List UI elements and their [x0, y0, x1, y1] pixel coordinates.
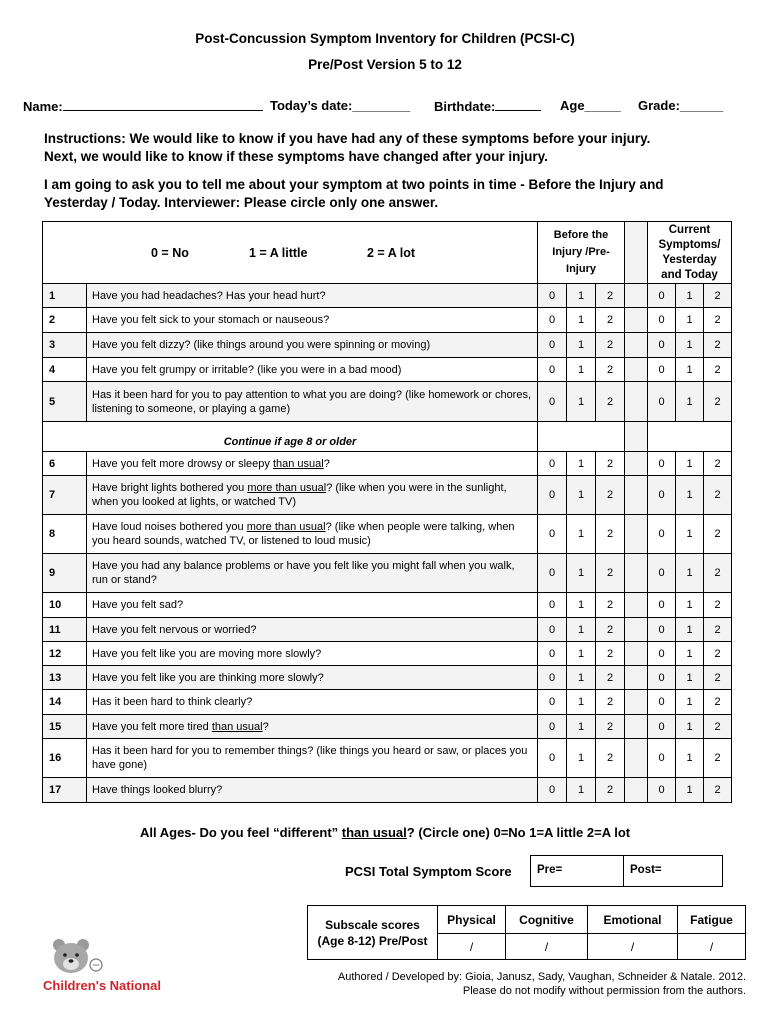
symptom-row [43, 778, 732, 803]
symptom-question: Has it been hard to think clearly? [87, 690, 538, 715]
before-score-1[interactable]: 1 [567, 642, 596, 666]
birthdate-blank[interactable] [495, 98, 541, 111]
name-field[interactable] [23, 98, 263, 114]
before-score-2[interactable]: 2 [596, 666, 625, 690]
total-score-label: PCSI Total Symptom Score [345, 864, 512, 879]
current-score-1[interactable]: 1 [676, 452, 704, 476]
continue-label: Continue if age 8 or older [43, 422, 538, 452]
symptom-question: Have you felt sad? [87, 593, 538, 618]
before-score-0[interactable]: 0 [538, 778, 567, 803]
item-number: 10 [43, 593, 87, 618]
before-score-2[interactable]: 2 [596, 715, 625, 739]
subscale-table [307, 905, 746, 960]
current-score-2[interactable]: 2 [704, 739, 732, 778]
current-score-0[interactable]: 0 [648, 739, 676, 778]
subscale-emotional: Emotional [588, 906, 678, 934]
item-number: 1 [43, 284, 87, 308]
age-field[interactable]: Age_____ [560, 98, 621, 113]
symptom-row [43, 554, 732, 593]
date-field[interactable]: Today’s date:________ [270, 98, 411, 113]
grade-field[interactable]: Grade:______ [638, 98, 724, 113]
symptom-question: Have you felt like you are moving more slowly? [87, 642, 538, 666]
symptom-question: Have you had any balance problems or have you felt like you might fall when you walk, run or stand? [87, 554, 538, 593]
column-gap [625, 618, 648, 642]
before-score-2[interactable]: 2 [596, 382, 625, 422]
subscale-cognitive: Cognitive [506, 906, 588, 934]
symptom-row [43, 452, 732, 476]
name-blank[interactable] [63, 98, 263, 111]
current-score-2[interactable]: 2 [704, 642, 732, 666]
symptom-row [43, 642, 732, 666]
before-score-1[interactable]: 1 [567, 715, 596, 739]
current-score-1[interactable]: 1 [676, 308, 704, 333]
before-score-2[interactable]: 2 [596, 333, 625, 358]
before-score-1[interactable]: 1 [567, 593, 596, 618]
current-score-2[interactable]: 2 [704, 666, 732, 690]
before-score-2[interactable]: 2 [596, 452, 625, 476]
before-score-2[interactable]: 2 [596, 739, 625, 778]
item-number: 15 [43, 715, 87, 739]
symptom-row [43, 690, 732, 715]
item-number: 14 [43, 690, 87, 715]
column-gap [625, 593, 648, 618]
symptom-row [43, 284, 732, 308]
item-number: 17 [43, 778, 87, 803]
instruction-line-1: Instructions: We would like to know if you have had any of these symptoms before your injury. [44, 131, 651, 146]
symptom-question: Have you felt grumpy or irritable? (like you were in a bad mood) [87, 358, 538, 382]
current-score-1[interactable]: 1 [676, 284, 704, 308]
continue-current-blank [648, 422, 732, 452]
symptom-question: Has it been hard for you to remember things? (like things you heard or saw, or places you have gone) [87, 739, 538, 778]
authorship-note: Authored / Developed by: Gioia, Janusz, Sady, Vaughan, Schneider & Natale. 2012. Please do not modify without permission from the authors. [337, 971, 746, 997]
before-score-2[interactable]: 2 [596, 690, 625, 715]
current-score-2[interactable]: 2 [704, 593, 732, 618]
column-gap [625, 308, 648, 333]
column-gap [625, 515, 648, 554]
bear-icon [40, 938, 180, 998]
before-score-0[interactable]: 0 [538, 476, 567, 515]
before-score-2[interactable]: 2 [596, 778, 625, 803]
current-score-0[interactable]: 0 [648, 554, 676, 593]
before-score-2[interactable]: 2 [596, 554, 625, 593]
before-score-1[interactable]: 1 [567, 666, 596, 690]
symptom-row [43, 308, 732, 333]
before-score-1[interactable]: 1 [567, 554, 596, 593]
total-post-box[interactable]: Post= [624, 856, 723, 887]
current-score-1[interactable]: 1 [676, 333, 704, 358]
before-score-0[interactable]: 0 [538, 618, 567, 642]
symptom-question: Have you felt more tired than usual? [87, 715, 538, 739]
column-gap [625, 333, 648, 358]
legend-little: 1 = A little [249, 245, 308, 260]
column-gap [625, 778, 648, 803]
column-gap [625, 642, 648, 666]
total-pre-box[interactable]: Pre= [531, 856, 624, 887]
current-score-2[interactable]: 2 [704, 690, 732, 715]
current-score-0[interactable]: 0 [648, 358, 676, 382]
current-score-0[interactable]: 0 [648, 778, 676, 803]
item-number: 6 [43, 452, 87, 476]
column-gap [625, 554, 648, 593]
before-score-1[interactable]: 1 [567, 333, 596, 358]
before-score-0[interactable]: 0 [538, 642, 567, 666]
instruction-line-4: Yesterday / Today. Interviewer: Please circle only one answer. [44, 195, 439, 210]
current-score-1[interactable]: 1 [676, 593, 704, 618]
fatigue-score-box[interactable]: / [678, 934, 746, 960]
column-gap [625, 715, 648, 739]
symptom-question: Have you felt nervous or worried? [87, 618, 538, 642]
before-score-2[interactable]: 2 [596, 618, 625, 642]
logo-text: Children's National [43, 978, 161, 993]
before-score-1[interactable]: 1 [567, 618, 596, 642]
symptom-question: Have you felt like you are thinking more slowly? [87, 666, 538, 690]
current-score-0[interactable]: 0 [648, 593, 676, 618]
symptom-row [43, 358, 732, 382]
current-score-1[interactable]: 1 [676, 618, 704, 642]
instruction-line-3: I am going to ask you to tell me about your symptom at two points in time - Before the Injury and [44, 177, 664, 192]
birthdate-label: Birthdate: [434, 99, 496, 114]
before-score-1[interactable]: 1 [567, 739, 596, 778]
item-number: 16 [43, 739, 87, 778]
current-score-2[interactable]: 2 [704, 308, 732, 333]
current-score-0[interactable]: 0 [648, 715, 676, 739]
symptom-question: Has it been hard for you to pay attention to what you are doing? (like homework or chores, listening to someone, or playing a game) [87, 382, 538, 422]
legend-cell [43, 222, 538, 284]
before-score-1[interactable]: 1 [567, 515, 596, 554]
total-score-boxes [530, 855, 723, 887]
form-subtitle: Pre/Post Version 5 to 12 [308, 57, 462, 72]
childrens-national-logo [40, 938, 180, 998]
before-score-0[interactable]: 0 [538, 666, 567, 690]
legend-no: 0 = No [151, 245, 189, 260]
before-score-0[interactable]: 0 [538, 593, 567, 618]
column-gap [625, 739, 648, 778]
before-score-1[interactable]: 1 [567, 778, 596, 803]
current-score-0[interactable]: 0 [648, 515, 676, 554]
column-gap [625, 382, 648, 422]
current-score-1[interactable]: 1 [676, 382, 704, 422]
current-score-2[interactable]: 2 [704, 778, 732, 803]
cognitive-score-box[interactable]: / [506, 934, 588, 960]
current-score-0[interactable]: 0 [648, 690, 676, 715]
column-gap [625, 690, 648, 715]
form-title: Post-Concussion Symptom Inventory for Children (PCSI-C) [195, 31, 575, 46]
item-number: 5 [43, 382, 87, 422]
before-score-2[interactable]: 2 [596, 308, 625, 333]
column-gap [625, 452, 648, 476]
current-score-1[interactable]: 1 [676, 690, 704, 715]
before-score-0[interactable]: 0 [538, 333, 567, 358]
before-score-1[interactable]: 1 [567, 476, 596, 515]
item-number: 3 [43, 333, 87, 358]
current-score-2[interactable]: 2 [704, 515, 732, 554]
item-number: 2 [43, 308, 87, 333]
before-score-2[interactable]: 2 [596, 358, 625, 382]
physical-score-box[interactable]: / [438, 934, 506, 960]
item-number: 8 [43, 515, 87, 554]
current-score-1[interactable]: 1 [676, 778, 704, 803]
before-score-2[interactable]: 2 [596, 515, 625, 554]
current-score-0[interactable]: 0 [648, 618, 676, 642]
current-score-1[interactable]: 1 [676, 554, 704, 593]
column-gap [625, 284, 648, 308]
current-symptoms-header: Current Symptoms/ Yesterday and Today [648, 222, 732, 284]
column-gap [625, 358, 648, 382]
before-score-0[interactable]: 0 [538, 358, 567, 382]
symptom-row [43, 476, 732, 515]
symptom-question: Have things looked blurry? [87, 778, 538, 803]
current-score-1[interactable]: 1 [676, 358, 704, 382]
symptom-row [43, 666, 732, 690]
symptom-question: Have bright lights bothered you more than usual? (like when you were in the sunlight, when you looked at lights, or watched TV) [87, 476, 538, 515]
all-ages-question: All Ages- Do you feel “different” than usual? (Circle one) 0=No 1=A little 2=A lot [140, 825, 631, 840]
before-score-0[interactable]: 0 [538, 308, 567, 333]
continue-before-blank [538, 422, 625, 452]
legend-lot: 2 = A lot [367, 245, 416, 260]
current-score-0[interactable]: 0 [648, 382, 676, 422]
item-number: 11 [43, 618, 87, 642]
before-score-2[interactable]: 2 [596, 476, 625, 515]
before-score-1[interactable]: 1 [567, 308, 596, 333]
current-score-2[interactable]: 2 [704, 476, 732, 515]
item-number: 7 [43, 476, 87, 515]
before-score-2[interactable]: 2 [596, 284, 625, 308]
current-score-0[interactable]: 0 [648, 642, 676, 666]
current-score-2[interactable]: 2 [704, 618, 732, 642]
continue-row [43, 422, 732, 452]
column-gap [625, 476, 648, 515]
before-score-0[interactable]: 0 [538, 739, 567, 778]
before-score-0[interactable]: 0 [538, 382, 567, 422]
symptom-question: Have you felt dizzy? (like things around you were spinning or moving) [87, 333, 538, 358]
before-score-0[interactable]: 0 [538, 515, 567, 554]
item-number: 13 [43, 666, 87, 690]
before-score-0[interactable]: 0 [538, 715, 567, 739]
current-score-0[interactable]: 0 [648, 308, 676, 333]
instruction-line-2: Next, we would like to know if these symptoms have changed after your injury. [44, 149, 548, 164]
current-score-1[interactable]: 1 [676, 739, 704, 778]
before-score-0[interactable]: 0 [538, 554, 567, 593]
table-header-row [43, 222, 732, 284]
current-score-1[interactable]: 1 [676, 515, 704, 554]
before-score-1[interactable]: 1 [567, 382, 596, 422]
symptom-row [43, 618, 732, 642]
symptom-row [43, 382, 732, 422]
name-label: Name: [23, 99, 63, 114]
emotional-score-box[interactable]: / [588, 934, 678, 960]
item-number: 9 [43, 554, 87, 593]
current-score-0[interactable]: 0 [648, 452, 676, 476]
before-score-1[interactable]: 1 [567, 284, 596, 308]
before-score-2[interactable]: 2 [596, 593, 625, 618]
current-score-2[interactable]: 2 [704, 715, 732, 739]
symptom-row [43, 515, 732, 554]
current-score-2[interactable]: 2 [704, 333, 732, 358]
current-score-2[interactable]: 2 [704, 554, 732, 593]
column-gap [625, 666, 648, 690]
before-score-0[interactable]: 0 [538, 284, 567, 308]
subscale-label: Subscale scores (Age 8-12) Pre/Post [308, 906, 438, 960]
current-score-0[interactable]: 0 [648, 284, 676, 308]
before-score-1[interactable]: 1 [567, 452, 596, 476]
item-number: 4 [43, 358, 87, 382]
before-score-1[interactable]: 1 [567, 690, 596, 715]
column-gap [625, 222, 648, 284]
before-score-1[interactable]: 1 [567, 358, 596, 382]
symptom-table [42, 221, 732, 803]
symptom-question: Have loud noises bothered you more than usual? (like when people were talking, when you heard sounds, watched TV, or listened to loud music) [87, 515, 538, 554]
item-number: 12 [43, 642, 87, 666]
subscale-fatigue: Fatigue [678, 906, 746, 934]
current-score-1[interactable]: 1 [676, 666, 704, 690]
symptom-question: Have you felt more drowsy or sleepy than usual? [87, 452, 538, 476]
birthdate-field[interactable] [434, 98, 541, 114]
current-score-2[interactable]: 2 [704, 358, 732, 382]
symptom-row [43, 593, 732, 618]
before-score-0[interactable]: 0 [538, 452, 567, 476]
current-score-1[interactable]: 1 [676, 642, 704, 666]
current-score-1[interactable]: 1 [676, 715, 704, 739]
current-score-2[interactable]: 2 [704, 382, 732, 422]
current-score-0[interactable]: 0 [648, 476, 676, 515]
current-score-0[interactable]: 0 [648, 333, 676, 358]
symptom-question: Have you felt sick to your stomach or nauseous? [87, 308, 538, 333]
symptom-row [43, 333, 732, 358]
current-score-1[interactable]: 1 [676, 476, 704, 515]
subscale-physical: Physical [438, 906, 506, 934]
before-score-2[interactable]: 2 [596, 642, 625, 666]
current-score-0[interactable]: 0 [648, 666, 676, 690]
current-score-2[interactable]: 2 [704, 452, 732, 476]
symptom-row [43, 739, 732, 778]
before-injury-header: Before the Injury /Pre- Injury [538, 222, 625, 284]
before-score-0[interactable]: 0 [538, 690, 567, 715]
symptom-question: Have you had headaches? Has your head hurt? [87, 284, 538, 308]
symptom-row [43, 715, 732, 739]
column-gap [625, 422, 648, 452]
current-score-2[interactable]: 2 [704, 284, 732, 308]
